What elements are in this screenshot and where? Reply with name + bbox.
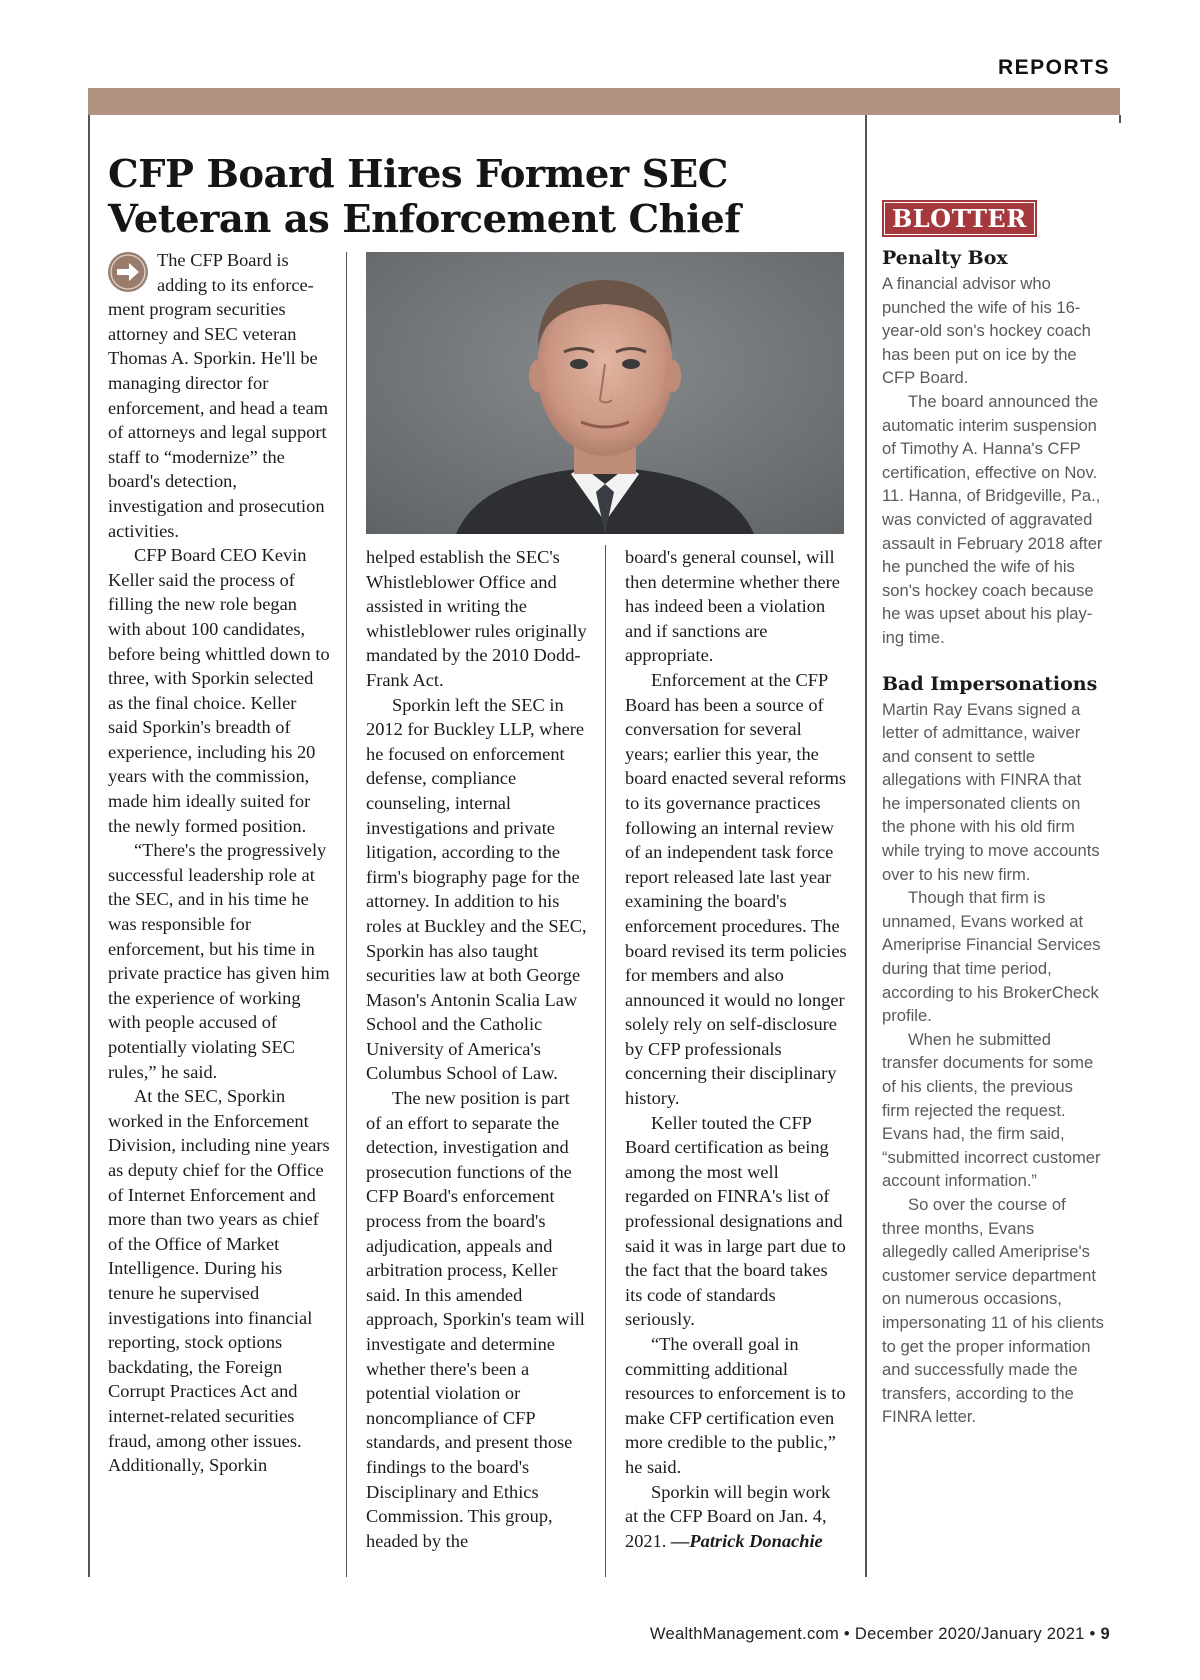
blotter-paragraph: When he submitted transfer documents for some of his clients, the previous firm rejected the request. Evans had, the firm said, “submitted incorrect customer account information.”	[882, 1029, 1101, 1191]
blotter-paragraph: A financial advisor who punched the wife of his 16-year-old son's hockey coach has been put on ice by the CFP Board.	[882, 274, 1091, 388]
article-paragraph: The CFP Board is adding to its enforcement program securities attorney and SEC veteran Thomas A. Sporkin. He'll be managing director for enforcement, and head a team of attorneys and legal support staff to “modernize” the board's detection, investigation and prosecution activities.	[108, 250, 329, 541]
article-paragraph: Enforcement at the CFP Board has been a source of conversation for several years; earlier this year, the board enacted several reforms to its governance practices following an internal review of an independent task force report released late last year examining the board's enforcement procedures. The board revised its term policies for members and also announced it would no longer solely rely on self-disclosure by CFP professionals concerning their disciplinary history.	[625, 669, 847, 1109]
article-headline: CFP Board Hires Former SEC Veteran as Enforcement Chief	[108, 152, 741, 242]
article-column-3	[625, 545, 847, 1553]
byline: —Patrick Donachie	[671, 1530, 823, 1551]
article-paragraph: board's general counsel, will then determine whether there has indeed been a violation and if sanctions are appropriate.	[625, 547, 840, 666]
article-column-2	[366, 545, 588, 1553]
frame-rule	[1119, 115, 1121, 123]
article-paragraph: Keller touted the CFP Board certification as being among the most well regarded on FINRA's list of professional designations and said it was in large part due to the fact that the board takes its code of standards seriously.	[625, 1112, 846, 1330]
footer-text: WealthManagement.com • December 2020/January 2021 •	[649, 1625, 1096, 1643]
article-paragraph: “The overall goal in committing additional resources to enforcement is to make CFP certification even more credible to the public,” he said.	[625, 1334, 846, 1477]
article-paragraph: helped establish the SEC's Whistleblower Office and assisted in writing the whistleblower rules originally mandated by the 2010 Dodd-Frank Act.	[366, 547, 587, 690]
section-label: REPORTS	[997, 56, 1110, 79]
closing-sentence: Sporkin will begin work at the CFP Board on Jan. 4, 2021.	[625, 1481, 831, 1551]
sidebar-divider	[865, 115, 867, 1577]
blotter-label: BLOTTER	[882, 200, 1037, 237]
blotter-sidebar	[882, 246, 1104, 1429]
column-divider	[605, 545, 606, 1577]
article-column-1	[108, 248, 330, 1478]
article-paragraph: CFP Board CEO Kevin Keller said the process of filling the new role began with about 100 candidates, before being whittled down to three, with Sporkin selected as the final choice. Keller said Sporkin's breadth of experience, including his 20 years with the commission, made him ideally suited for the newly formed position.	[108, 545, 330, 836]
header-bar	[88, 88, 1120, 115]
portrait-photo	[366, 252, 844, 534]
article-paragraph	[625, 1480, 847, 1554]
article-paragraph: “There's the progressively successful leadership role at the SEC, and in his time he was responsible for enforcement, but his time in private practice has given him the experience of working with people accused of potentially violating SEC rules,” he said.	[108, 840, 330, 1082]
blotter-item-title: Bad Impersonations	[882, 672, 1098, 695]
blotter-paragraph: So over the course of three months, Evans allegedly called Ameriprise's customer service department on numerous occasions, impersonating 11 of his clients to get the proper information and successfully made the transfers, according to the FINRA letter.	[882, 1194, 1104, 1427]
article-paragraph: Sporkin left the SEC in 2012 for Buckley LLP, where he focused on enforcement defense, compliance counseling, internal investigations and private litigation, according to the firm's biography page for the attorney. In addition to his roles at Buckley and the SEC, Sporkin has also taught securities law at both George Mason's Antonin Scalia Law School and the Catholic University of America's Columbus School of Law.	[366, 694, 587, 1084]
article-paragraph: The new position is part of an effort to separate the detection, investigation and prosecution functions of the CFP Board's enforcement process from the board's adjudication, appeals and arbitration process, Keller said. In this amended approach, Sporkin's team will investigate and determine whether there's been a potential violation or noncompliance of CFP standards, and present those findings to the board's Disciplinary and Ethics Commission. This group, headed by the	[366, 1088, 585, 1551]
blotter-paragraph: Though that firm is unnamed, Evans worked at Ameriprise Financial Services during that time period, according to his BrokerCheck profile.	[882, 888, 1101, 1026]
arrow-right-icon	[108, 252, 148, 292]
blotter-paragraph: The board announced the automatic interim suspension of Timothy A. Hanna's CFP certification, effective on Nov. 11. Hanna, of Bridgeville, Pa., was convicted of aggravated assault in February 2018 after he punched the wife of his son's hockey coach because he was upset about his playing time.	[882, 391, 1103, 647]
page-footer	[650, 1625, 1110, 1644]
article-paragraph: At the SEC, Sporkin worked in the Enforcement Division, including nine years as deputy chief for the Office of Internet Enforcement and more than two years as chief of the Office of Market Intelligence. During his tenure he supervised investigations into financial reporting, stock options backdating, the Foreign Corrupt Practices Act and internet-related securities fraud, among other issues. Additionally, Sporkin	[108, 1086, 330, 1476]
page-number: 9	[1100, 1625, 1110, 1643]
frame-rule	[88, 115, 90, 1577]
column-divider	[346, 252, 347, 1577]
blotter-paragraph: Martin Ray Evans signed a letter of admittance, waiver and consent to settle allegations with FINRA that he impersonated clients on the phone with his old firm while trying to move accounts over to his new firm.	[882, 699, 1100, 884]
blotter-item-title: Penalty Box	[882, 247, 1008, 269]
